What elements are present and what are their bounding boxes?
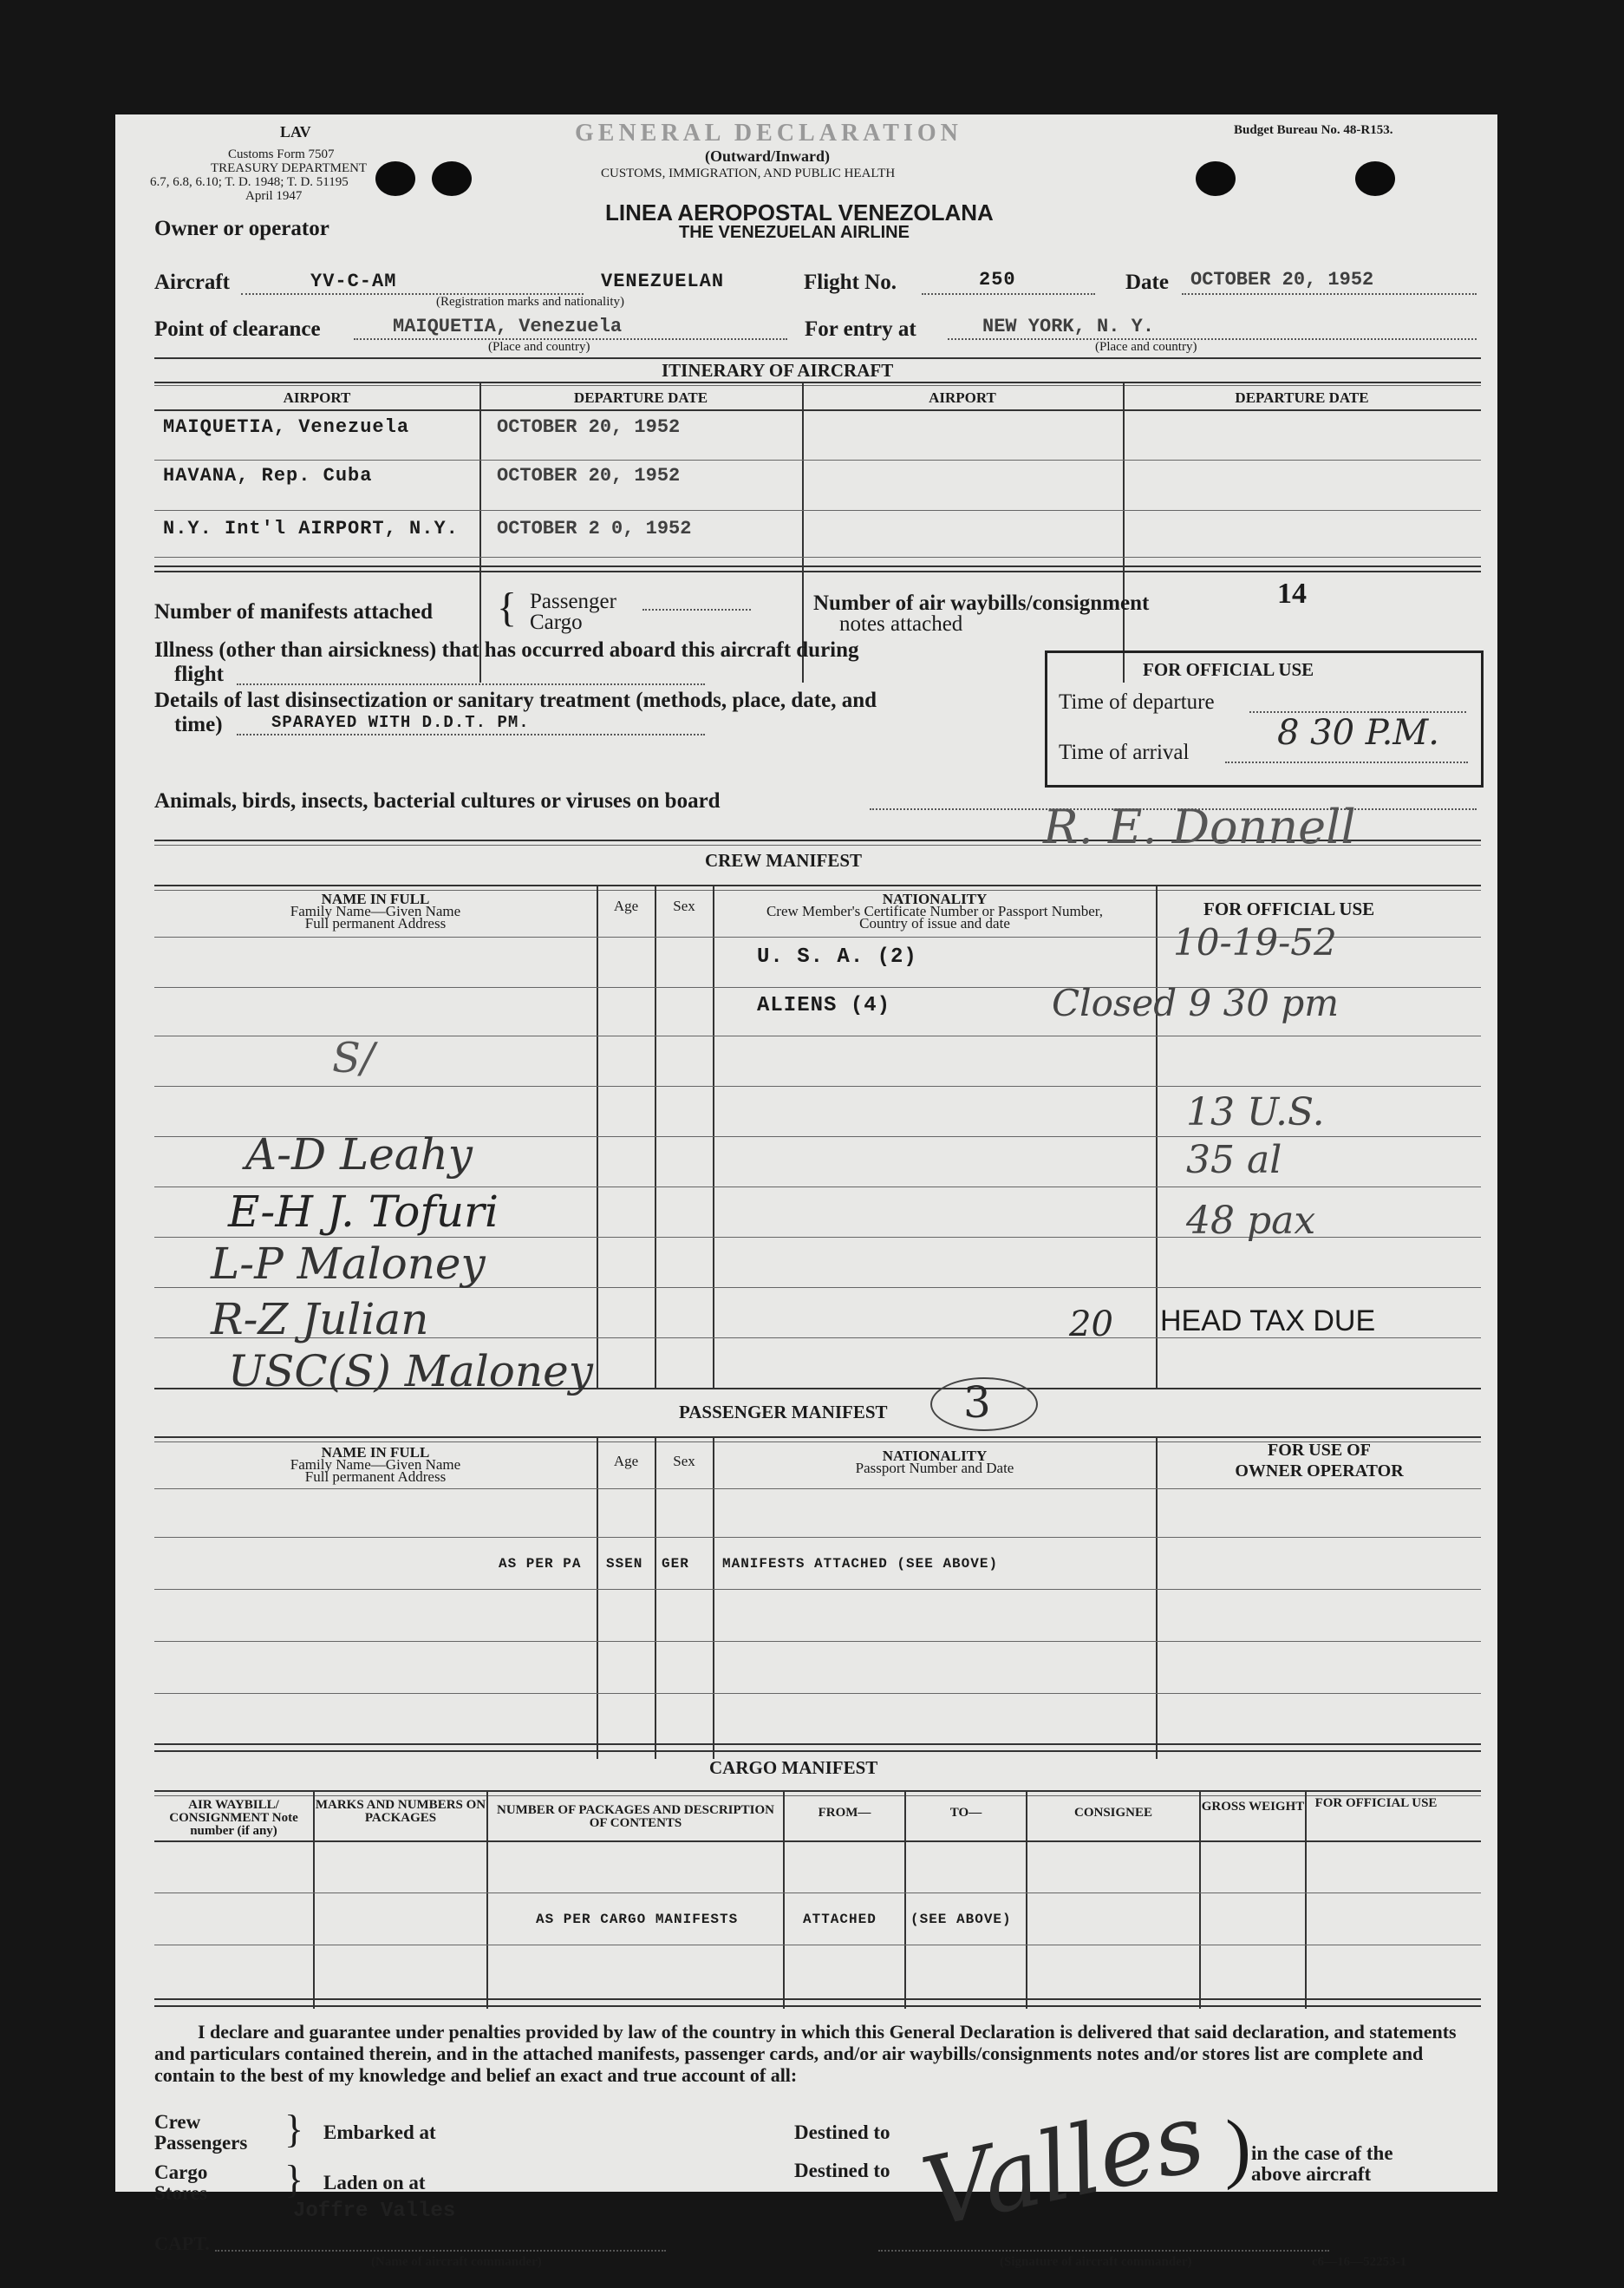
passenger-header-nationality: NATIONALITY xyxy=(882,1448,988,1464)
crew-manifest-title: CREW MANIFEST xyxy=(705,850,863,871)
cargo-header-weight: GROSS WEIGHT xyxy=(1201,1800,1305,1814)
disinsect-label: Details of last disinsectization or sanitary treatment (methods, place, date, and xyxy=(154,689,877,712)
budget-bureau: Budget Bureau No. 48-R153. xyxy=(1234,123,1393,137)
entry-value: NEW YORK, N. Y. xyxy=(982,316,1155,337)
passenger-row-ssen: SSEN xyxy=(606,1556,643,1572)
animals-label: Animals, birds, insects, bacterial cultures or viruses on board xyxy=(154,789,721,813)
crew-header-official: FOR OFFICIAL USE xyxy=(1203,899,1375,919)
punch-hole-icon xyxy=(432,161,472,196)
handwritten-date: 10-19-52 xyxy=(1173,921,1337,964)
owner-label: Owner or operator xyxy=(154,217,329,240)
itinerary-header-date: DEPARTURE DATE xyxy=(573,389,708,406)
notes-attached: notes attached xyxy=(839,612,963,636)
crew-header-age: Age xyxy=(613,898,639,914)
airline-name-es: LINEA AEROPOSTAL VENEZOLANA xyxy=(605,199,994,226)
cargo-header-consignee: CONSIGNEE xyxy=(1073,1806,1153,1820)
place-caption: (Place and country) xyxy=(488,340,590,354)
crew-header-sex: Sex xyxy=(673,898,695,914)
cargo-header-waybill: AIR WAYBILL/ CONSIGNMENT Note number (if any) xyxy=(169,1798,298,1838)
commander-signature: Valles xyxy=(913,2081,1214,2249)
passenger-row-ger: GER xyxy=(662,1556,689,1572)
brace-icon: { xyxy=(497,585,518,631)
itinerary-header-airport-2: AIRPORT xyxy=(929,389,996,406)
clearance-value: MAIQUETIA, Venezuela xyxy=(393,316,623,337)
passenger-row-manifests: MANIFESTS ATTACHED (SEE ABOVE) xyxy=(722,1556,999,1572)
passenger-manifest-title: PASSENGER MANIFEST xyxy=(679,1402,888,1422)
handwritten-count-us: 13 U.S. xyxy=(1186,1090,1325,1134)
decl-destined-2: Destined to xyxy=(794,2160,890,2181)
form-subtitle: (Outward/Inward) xyxy=(705,147,831,165)
itinerary-airport-3: N.Y. Int'l AIRPORT, N.Y. xyxy=(163,518,459,539)
manifests-label: Number of manifests attached xyxy=(154,600,434,624)
itinerary-header-airport: AIRPORT xyxy=(283,389,351,406)
passenger-header-sex: Sex xyxy=(673,1453,695,1469)
form-code: LAV xyxy=(280,123,311,141)
handwritten-initials: S/ xyxy=(332,1034,375,1082)
brace-icon: } xyxy=(284,2157,304,2201)
form-number: c6—16—52253-1 xyxy=(1312,2255,1407,2269)
itinerary-title: ITINERARY OF AIRCRAFT xyxy=(662,360,894,381)
flight-label: Flight No. xyxy=(804,271,897,294)
handwritten-line-4: R-Z Julian xyxy=(211,1294,429,1344)
declaration-sheet: LAV Customs Form 7507 TREASURY DEPARTMENT 6.7, 6.8, 6.10; T. D. 1948; T. D. 51195 April 1947 Budget Bureau No. 48-R153. GENERAL DECLARATION (Outward/Inward) CUSTOMS, IMMIGRATION, AND PUBLIC HEALTH LINEA AEROPOSTAL VENEZOLANA THE VENEZUELAN AIRLINE Owner or operator Aircraft YV-C-AM VENEZUELAN (Registration marks and nationality) Flight No. 250 Date OCTOBER 20, 1952 Point of clearance MAIQUETIA, Venezuela (Place and country) For entry at NEW YORK, N. Y. (Place and country) ITINERARY OF AIRCRAFT AIRPORT DEPARTURE DATE AIRPORT DEPARTURE DATE MAIQUETIA, Venezuela OCTOBER 20, 1952 HAVANA, Rep. Cuba OCTOBER 20, 1952 N.Y. Int'l AIRPORT, N.Y. OCTOBER 2 0, 1952 Number of manifests attached { Passenger Cargo Number of air waybills/consignment notes attached 14 Illness (other than airsickness) that has occurred aboard this aircraft during flight Details of last disinsectization or sanitary treatment (methods, place, date, and time) SPARAYED WITH D.D.T. PM. Animals, birds, insects, bacterial cultures or viruses on board FOR OFFICIAL USE Time of departure Time of arrival 8 30 P.M. CREW MANIFEST NAME IN FULL Family Name—Given Name Full permanent Address Age Sex NATIONALITY Crew Member's Certificate Number or Passport Number, Country of issue and date FOR OFFICIAL USE U. S. A. (2) ALIENS (4) HEAD TAX DUE R. E. Donnell 10-19-52 Closed 9 30 pm 13 U.S. 35 al 48 pax 20 S/ A-D Leahy E-H J. Tofuri L-P Maloney R-Z Julian USC(S) Maloney PASSENGER MANIFEST 3 NAME IN FULL Family Name—Given Name Full permanent Address Age Sex NATIONALITY Passport Number and Date FOR USE OF OWNER OPERATOR AS PER PA SSEN GER MANIFESTS ATTACHED (SEE ABOVE) CARGO MANIFEST AIR WAYBILL/ CONSIGNMENT Note number (if any) MARKS AND NUMBERS ON PACKAGES NUMBER OF PACKAGES AND DESCRIPTION OF CONTENTS FROM— TO— CONSIGNEE GROSS WEIGHT FOR OFFICIAL USE AS PER CARGO MANIFESTS ATTACHED (SEE ABOVE) I declare and guarantee under penalties provided by law of the country in which this General Declaration is delivered that said declaration, and statements and particulars contained therein, and in the attached manifests, passenger cards, and/or air waybills/consignments notes and/or stores list are complete and contain to the best of my knowledge and belief an exact and true account of all: Crew Passengers } Embarked at Cargo Stores } Laden on at Destined to Destined to ) in the case of the above aircraft Joffre Valles CAPT. (Name of aircraft commander) (Signature of aircraft commander) c6—16—52253-1 Valles xyxy=(115,114,1497,2192)
decl-crew: Crew xyxy=(154,2111,201,2133)
decl-destined-1: Destined to xyxy=(794,2121,890,2143)
aircraft-value: YV-C-AM xyxy=(310,271,397,292)
decl-stores: Stores xyxy=(154,2182,207,2204)
punch-hole-icon xyxy=(375,161,415,196)
decl-case: in the case of the xyxy=(1251,2142,1393,2164)
cargo-row-see-above: (SEE ABOVE) xyxy=(910,1912,1012,1927)
decl-passengers: Passengers xyxy=(154,2132,248,2154)
capt-label: CAPT. xyxy=(154,2232,210,2254)
form-regs: 6.7, 6.8, 6.10; T. D. 1948; T. D. 51195 xyxy=(150,175,349,189)
departure-label: Time of departure xyxy=(1059,690,1215,714)
handwritten-count-al: 35 al xyxy=(1186,1138,1282,1182)
itinerary-date-3: OCTOBER 2 0, 1952 xyxy=(497,518,692,539)
decl-cargo: Cargo xyxy=(154,2161,208,2183)
passenger-label: Passenger xyxy=(530,590,616,613)
date-label: Date xyxy=(1125,271,1169,294)
itinerary-date-2: OCTOBER 20, 1952 xyxy=(497,465,681,487)
passenger-header-name: NAME IN FULL xyxy=(321,1444,430,1461)
cargo-header-marks: MARKS AND NUMBERS ON PACKAGES xyxy=(315,1798,486,1825)
handwritten-signature-top: R. E. Donnell xyxy=(1043,800,1356,854)
form-subtitle2: CUSTOMS, IMMIGRATION, AND PUBLIC HEALTH xyxy=(601,167,896,180)
official-use-title: FOR OFFICIAL USE xyxy=(1143,659,1314,680)
brace-icon: ) xyxy=(1225,2105,1251,2191)
handwritten-line-2: E-H J. Tofuri xyxy=(228,1186,499,1237)
passenger-header-age: Age xyxy=(613,1453,639,1469)
itinerary-airport-2: HAVANA, Rep. Cuba xyxy=(163,465,373,487)
handwritten-closed: Closed 9 30 pm xyxy=(1052,982,1340,1024)
cargo-row-attached: ATTACHED xyxy=(803,1912,877,1927)
aircraft-label: Aircraft xyxy=(154,271,230,294)
crew-header-name: NAME IN FULL xyxy=(321,891,430,907)
arrival-label: Time of arrival xyxy=(1059,741,1190,764)
clearance-label: Point of clearance xyxy=(154,317,321,341)
customs-form: Customs Form 7507 xyxy=(228,147,335,161)
nationality-value: VENEZUELAN xyxy=(601,271,725,292)
declaration-text: I declare and guarantee under penalties provided by law of the country in which this General Declaration is delivered that said declaration, and statements and particulars contained therein, and in the attached manifests, passenger cards, and/or air waybills/consignments notes and/or stores list are complete and contain to the best of my knowledge and belief an exact and true account of all: xyxy=(154,2021,1457,2086)
airline-name-en: THE VENEZUELAN AIRLINE xyxy=(679,223,910,242)
crew-entry-aliens: ALIENS (4) xyxy=(757,994,891,1017)
flight-word: flight xyxy=(174,663,224,686)
time-word: time) xyxy=(174,713,223,736)
passenger-header-owner: FOR USE OF xyxy=(1268,1441,1371,1460)
decl-laden: Laden on at xyxy=(323,2172,426,2193)
commander-caption: (Name of aircraft commander) xyxy=(371,2255,542,2269)
crew-entry-usa: U. S. A. (2) xyxy=(757,945,917,969)
cargo-header-packages: NUMBER OF PACKAGES AND DESCRIPTION OF CONTENTS xyxy=(496,1803,775,1830)
cargo-label: Cargo xyxy=(530,611,583,634)
itinerary-date-1: OCTOBER 20, 1952 xyxy=(497,416,681,438)
date-value: OCTOBER 20, 1952 xyxy=(1190,269,1374,291)
waybills-value: 14 xyxy=(1277,578,1307,610)
punch-hole-icon xyxy=(1196,161,1236,196)
place-caption-2: (Place and country) xyxy=(1095,340,1197,354)
decl-embarked: Embarked at xyxy=(323,2121,436,2143)
decl-case-2: above aircraft xyxy=(1251,2163,1372,2185)
handwritten-line-1: A-D Leahy xyxy=(245,1129,473,1180)
passenger-row-as-per: AS PER PA xyxy=(499,1556,582,1572)
punch-hole-icon xyxy=(1355,161,1395,196)
handwritten-line-5: USC(S) Maloney xyxy=(228,1346,593,1396)
head-tax-due: HEAD TAX DUE xyxy=(1160,1304,1376,1337)
treasury-dept: TREASURY DEPARTMENT xyxy=(211,161,368,175)
arrival-handwriting: 8 30 P.M. xyxy=(1277,713,1439,753)
cargo-manifest-title: CARGO MANIFEST xyxy=(709,1757,878,1778)
itinerary-header-date-2: DEPARTURE DATE xyxy=(1235,389,1369,406)
entry-label: For entry at xyxy=(805,317,916,341)
handwritten-line-3: L-P Maloney xyxy=(211,1239,486,1289)
flight-value: 250 xyxy=(979,269,1016,291)
brace-icon: } xyxy=(284,2107,304,2151)
cargo-row-as-per: AS PER CARGO MANIFESTS xyxy=(536,1912,739,1927)
itinerary-airport-1: MAIQUETIA, Venezuela xyxy=(163,416,410,438)
handwritten-twenty: 20 xyxy=(1069,1304,1113,1344)
signature-caption: (Signature of aircraft commander) xyxy=(1000,2255,1192,2269)
crew-header-nationality: NATIONALITY xyxy=(882,891,988,907)
disinsect-value: SPARAYED WITH D.D.T. PM. xyxy=(271,713,530,732)
cargo-header-official: FOR OFFICIAL USE xyxy=(1314,1796,1438,1810)
form-title: GENERAL DECLARATION xyxy=(575,120,962,147)
cargo-header-from: FROM— xyxy=(818,1806,871,1820)
form-date: April 1947 xyxy=(245,189,303,203)
registration-caption: (Registration marks and nationality) xyxy=(436,295,625,309)
cargo-header-to: TO— xyxy=(949,1806,982,1820)
waybills-label: Number of air waybills/consignment xyxy=(813,592,1150,615)
handwritten-count-pax: 48 pax xyxy=(1186,1199,1316,1243)
commander-name: Joffre Valles xyxy=(293,2200,456,2223)
illness-label: Illness (other than airsickness) that has occurred aboard this aircraft during xyxy=(154,638,859,662)
handwritten-passenger-count: 3 xyxy=(963,1377,991,1428)
